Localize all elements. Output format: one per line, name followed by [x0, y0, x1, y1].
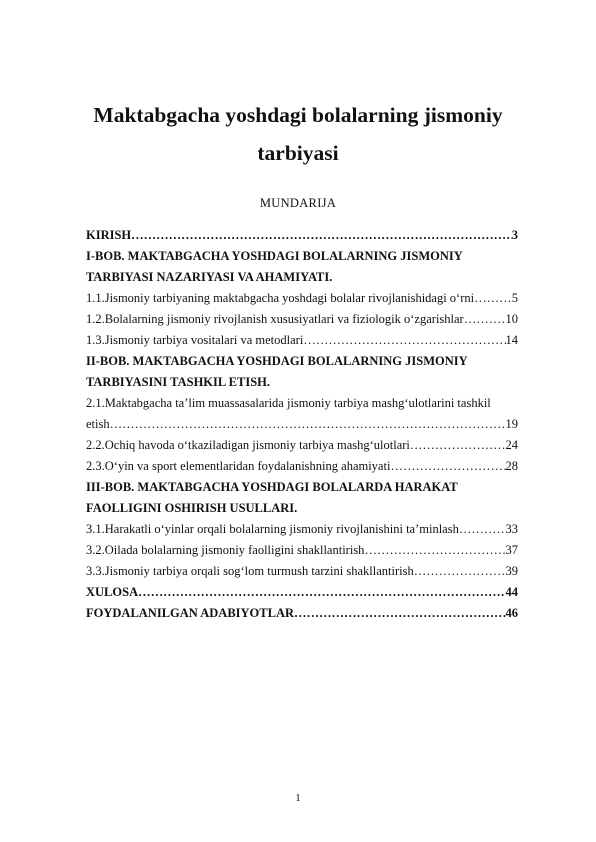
document-title-line-1: Maktabgacha yoshdagi bolalarning jismoniy [93, 103, 503, 127]
toc-entry-label: XULOSA [86, 585, 139, 599]
toc-leader-dots [464, 310, 506, 328]
toc-entry-2-1-line-1[interactable]: 2.1.Maktabgacha ta’lim muassasalarida jismoniy tarbiya mashg‘ulotlarini tashkil [86, 396, 491, 410]
toc-leader-dots [364, 541, 505, 559]
toc-leader-dots [110, 415, 506, 433]
toc-entry-2-3[interactable] [86, 457, 518, 475]
toc-entry-label: KIRISH [86, 228, 132, 242]
toc-leader-dots [459, 520, 506, 538]
toc-chapter-1-line-2[interactable]: TARBIYASI NAZARIYASI VA AHAMIYATI. [86, 270, 333, 284]
toc-chapter-1-line-1[interactable]: I-BOB. MAKTABGACHA YOSHDAGI BOLALARNING JISMONIY [86, 249, 463, 263]
toc-chapter-3-line-1[interactable]: III-BOB. MAKTABGACHA YOSHDAGI BOLALARDA HARAKAT [86, 480, 458, 494]
toc-entry-label: 1.2.Bolalarning jismoniy rivojlanish xususiyatlari va fiziologik o‘zgarishlar [86, 312, 464, 326]
toc-entry-label: 3.1.Harakatli o‘yinlar orqali bolalarning jismoniy rivojlanishini ta’minlash [86, 522, 459, 536]
toc-page-number: 10 [505, 312, 518, 326]
toc-entry-xulosa[interactable] [86, 583, 518, 601]
toc-page-number: 14 [505, 333, 518, 347]
toc-entry-2-1[interactable] [86, 415, 518, 433]
toc-chapter-3-line-2[interactable]: FAOLLIGINI OSHIRISH USULLARI. [86, 501, 298, 515]
toc-entry-label: 2.3.O‘yin va sport elementlaridan foydalanishning ahamiyati [86, 459, 391, 473]
toc-entry-3-1[interactable] [86, 520, 518, 538]
toc-entry-3-3[interactable] [86, 562, 518, 580]
document-title-line-2: tarbiyasi [257, 141, 339, 165]
toc-leader-dots [138, 583, 505, 601]
toc-page-number: 5 [511, 291, 518, 305]
toc-leader-dots [294, 604, 505, 622]
toc-page-number: 3 [511, 228, 518, 242]
toc-entry-1-3[interactable] [86, 331, 518, 349]
toc-page-number: 24 [505, 438, 518, 452]
toc-entry-label: etish [86, 417, 110, 431]
toc-entry-label: 3.3.Jismoniy tarbiya orqali sog‘lom turmush tarzini shakllantirish [86, 564, 414, 578]
toc-entry-2-2[interactable] [86, 436, 518, 454]
toc-chapter-2-line-1[interactable]: II-BOB. MAKTABGACHA YOSHDAGI BOLALARNING JISMONIY [86, 354, 468, 368]
toc-entry-label: FOYDALANILGAN ADABIYOTLAR [86, 606, 295, 620]
toc-entry-adabiyotlar[interactable] [86, 604, 518, 622]
toc-leader-dots [303, 331, 505, 349]
contents-heading: MUNDARIJA [259, 196, 337, 210]
toc-entry-3-2[interactable] [86, 541, 518, 559]
toc-entry-kirish[interactable] [86, 226, 518, 244]
toc-page-number: 44 [505, 585, 518, 599]
toc-entry-label: 3.2.Oilada bolalarning jismoniy faolligini shakllantirish [86, 543, 365, 557]
toc-leader-dots [474, 289, 512, 307]
toc-leader-dots [414, 562, 506, 580]
toc-page-number: 19 [505, 417, 518, 431]
toc-leader-dots [131, 226, 512, 244]
toc-leader-dots [390, 457, 505, 475]
toc-entry-1-1[interactable] [86, 289, 518, 307]
toc-page-number: 28 [505, 459, 518, 473]
toc-chapter-2-line-2[interactable]: TARBIYASINI TASHKIL ETISH. [86, 375, 270, 389]
toc-leader-dots [410, 436, 506, 454]
page-number: 1 [295, 792, 301, 804]
toc-entry-label: 1.3.Jismoniy tarbiya vositalari va metodlari [86, 333, 304, 347]
toc-entry-label: 1.1.Jismoniy tarbiyaning maktabgacha yoshdagi bolalar rivojlanishidagi o‘rni [86, 291, 475, 305]
toc-entry-1-2[interactable] [86, 310, 518, 328]
toc-page-number: 37 [505, 543, 518, 557]
toc-page-number: 46 [505, 606, 518, 620]
toc-page-number: 33 [505, 522, 518, 536]
toc-entry-label: 2.2.Ochiq havoda o‘tkaziladigan jismoniy tarbiya mashg‘ulotlari [86, 438, 410, 452]
toc-page-number: 39 [505, 564, 518, 578]
